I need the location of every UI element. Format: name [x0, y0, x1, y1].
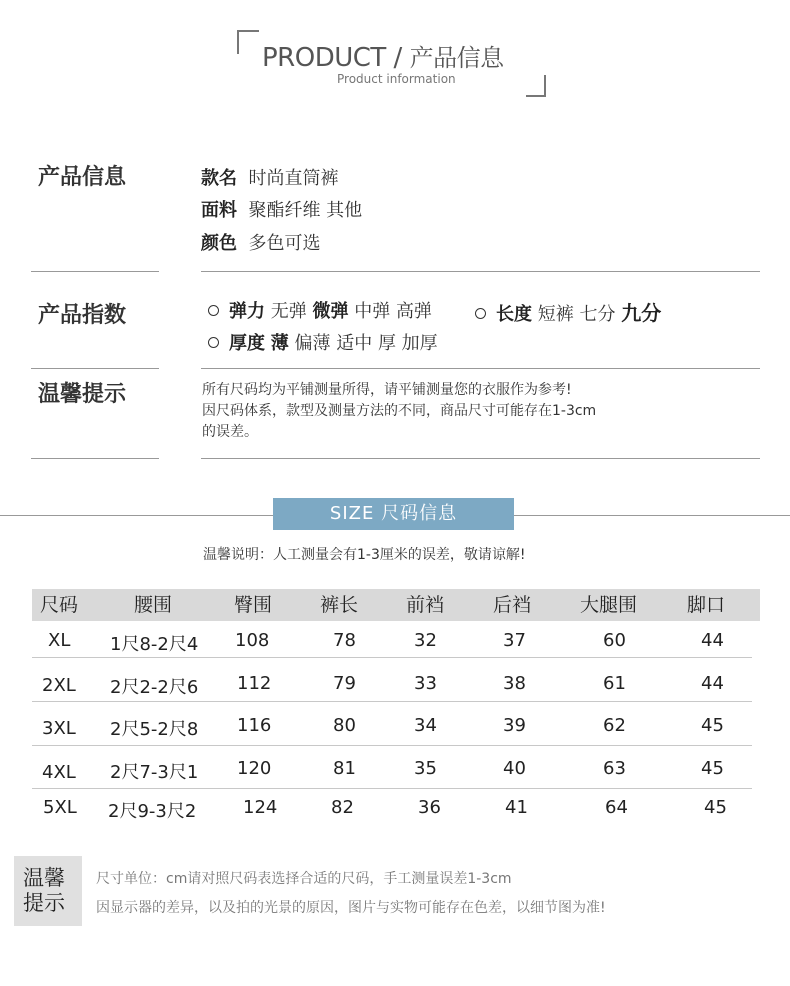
table-cell: 61: [603, 673, 626, 694]
table-cell: 34: [414, 715, 437, 736]
bullet-icon: [475, 308, 486, 319]
table-cell: 79: [333, 673, 356, 694]
table-cell: 2尺7-3尺1: [110, 762, 199, 783]
table-cell: 41: [505, 797, 528, 818]
product-info-label: 产品信息: [38, 165, 127, 190]
header-corner-bottom-right: [526, 75, 546, 97]
table-cell: 4XL: [42, 762, 76, 783]
table-cell: 2XL: [42, 675, 76, 696]
table-cell: 44: [701, 630, 724, 651]
header-thigh: 大腿围: [580, 594, 638, 616]
table-cell: 36: [418, 797, 441, 818]
table-cell: 33: [414, 673, 437, 694]
table-cell: 78: [333, 630, 356, 651]
product-name-row: 款名 时尚直筒裤: [201, 168, 339, 189]
row-divider: [32, 788, 752, 789]
table-cell: 62: [603, 715, 626, 736]
header-leg-opening: 脚口: [687, 594, 726, 616]
row-divider: [32, 745, 752, 746]
size-note: 温馨说明：人工测量会有1-3厘米的误差，敬请谅解!: [203, 547, 526, 563]
table-cell: 37: [503, 630, 526, 651]
product-index-label: 产品指数: [38, 303, 127, 328]
header-length: 裤长: [320, 594, 359, 616]
warm-tip-label: 温馨提示: [38, 382, 127, 407]
size-banner: SIZE 尺码信息: [273, 498, 514, 530]
header-hip: 臀围: [234, 594, 273, 616]
table-cell: 116: [237, 715, 272, 736]
divider: [31, 368, 159, 369]
table-cell: 112: [237, 673, 272, 694]
table-cell: 120: [237, 758, 272, 779]
table-cell: 2尺5-2尺8: [110, 719, 199, 740]
product-fabric-row: 面料 聚酯纤维 其他: [201, 200, 363, 221]
header-size: 尺码: [40, 594, 79, 616]
table-cell: 45: [701, 758, 724, 779]
header-front-rise: 前裆: [406, 594, 445, 616]
table-cell: 5XL: [43, 797, 77, 818]
bullet-icon: [208, 337, 219, 348]
bullet-icon: [208, 305, 219, 316]
page-title: PRODUCT / 产品信息: [262, 43, 504, 73]
row-divider: [32, 657, 752, 658]
table-cell: 63: [603, 758, 626, 779]
divider: [31, 271, 159, 272]
table-cell: 124: [243, 797, 278, 818]
divider: [201, 458, 760, 459]
table-cell: 35: [414, 758, 437, 779]
divider: [201, 271, 760, 272]
table-cell: 40: [503, 758, 526, 779]
elasticity-index: 弹力 无弹 微弹 中弹 高弹: [208, 297, 432, 323]
table-cell: 44: [701, 673, 724, 694]
warm-tip-text: 所有尺码均为平铺测量所得，请平铺测量您的衣服作为参考! 因尺码体系，款型及测量方法的不同，商品尺寸可能存在1-3cm 的误差。: [202, 382, 597, 440]
table-cell: 45: [704, 797, 727, 818]
product-color-row: 颜色 多色可选: [201, 233, 321, 254]
divider: [31, 458, 159, 459]
table-cell: 2尺9-3尺2: [108, 801, 197, 822]
table-cell: 60: [603, 630, 626, 651]
header-waist: 腰围: [134, 594, 173, 616]
table-cell: 1尺8-2尺4: [110, 634, 199, 655]
table-cell: 81: [333, 758, 356, 779]
page-subtitle: Product information: [337, 72, 456, 86]
bottom-tip-line-1: 尺寸单位：cm请对照尺码表选择合适的尺码，手工测量误差1-3cm: [96, 871, 512, 887]
table-cell: 45: [701, 715, 724, 736]
row-divider: [32, 701, 752, 702]
table-cell: 32: [414, 630, 437, 651]
table-cell: 39: [503, 715, 526, 736]
bottom-tip-box-label: 温馨 提示: [23, 866, 65, 915]
header-corner-top-left: [237, 30, 259, 54]
table-cell: 82: [331, 797, 354, 818]
header-back-rise: 后裆: [493, 594, 532, 616]
divider: [201, 368, 760, 369]
table-cell: 80: [333, 715, 356, 736]
thickness-index: 厚度 薄 偏薄 适中 厚 加厚: [208, 329, 438, 355]
table-cell: XL: [48, 630, 71, 651]
table-cell: 38: [503, 673, 526, 694]
table-cell: 3XL: [42, 718, 76, 739]
bottom-tip-line-2: 因显示器的差异，以及拍的光景的原因，图片与实物可能存在色差，以细节图为准!: [96, 900, 606, 916]
table-cell: 2尺2-2尺6: [110, 677, 199, 698]
table-cell: 108: [235, 630, 270, 651]
length-index: 长度 短裤 七分 九分: [475, 297, 661, 326]
table-cell: 64: [605, 797, 628, 818]
